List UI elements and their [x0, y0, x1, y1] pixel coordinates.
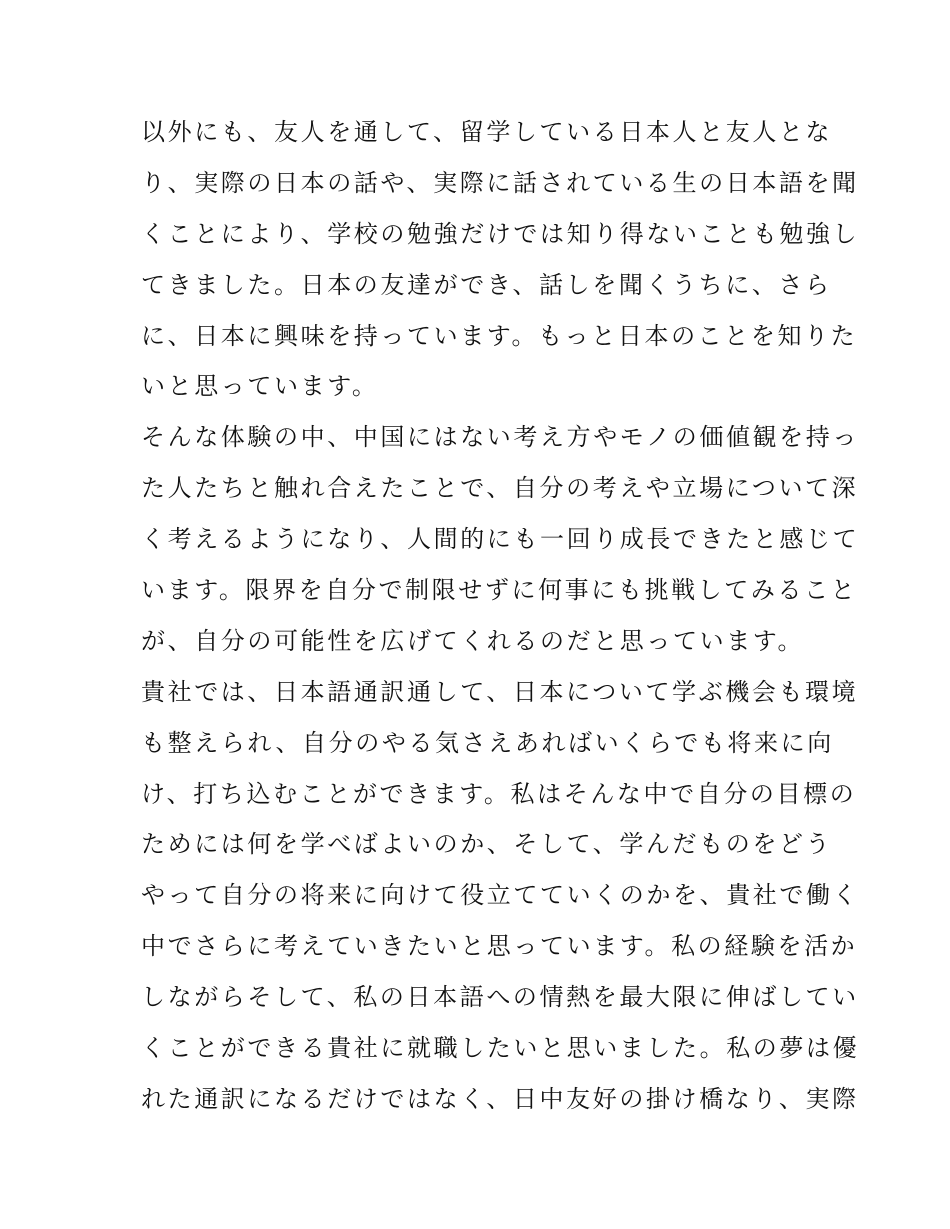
text-line: います。限界を自分で制限せずに何事にも挑戦してみること [141, 576, 858, 605]
text-line: に、日本に興味を持っています。もっと日本のことを知りた [141, 321, 858, 350]
text-line: 貴社では、日本語通訳通して、日本について学ぶ機会も環境 [141, 677, 859, 706]
text-line: が、自分の可能性を広げてくれるのだと思っています。 [141, 626, 805, 655]
text-line: 中でさらに考えていきたいと思っています。私の経験を活か [141, 932, 858, 961]
body-text [141, 107, 860, 1125]
text-line: れた通訳になるだけではなく、日中友好の掛け橋なり、実際 [141, 1084, 859, 1113]
text-line: た人たちと触れ合えたことで、自分の考えや立場について深 [141, 474, 859, 503]
text-line: く考えるようになり、人間的にも一回り成長できたと感じて [141, 525, 860, 554]
text-line: しながらそして、私の日本語への情熱を最大限に伸ばしてい [141, 983, 859, 1012]
text-line: くことができる貴社に就職したいと思いました。私の夢は優 [141, 1034, 860, 1063]
text-line: そんな体験の中、中国にはない考え方やモノの価値観を持っ [141, 423, 859, 452]
text-line: ためには何を学べばよいのか、そして、学んだものをどう [141, 830, 833, 859]
text-line: くことにより、学校の勉強だけでは知り得ないことも勉強し [141, 219, 860, 248]
text-line: 以外にも、友人を通して、留学している日本人と友人とな [141, 118, 833, 146]
text-line: り、実際の日本の話や、実際に話されている生の日本語を聞 [141, 168, 859, 197]
text-line: いと思っています。 [141, 372, 379, 401]
text-line: やって自分の将来に向けて役立てていくのかを、貴社で働く [141, 881, 860, 910]
text-line: てきました。日本の友達ができ、話しを聞くうちに、さら [141, 270, 832, 299]
text-line: も整えられ、自分のやる気さえあればいくらでも将来に向 [141, 728, 834, 757]
text-line: け、打ち込むことができます。私はそんな中で自分の目標の [141, 779, 857, 808]
